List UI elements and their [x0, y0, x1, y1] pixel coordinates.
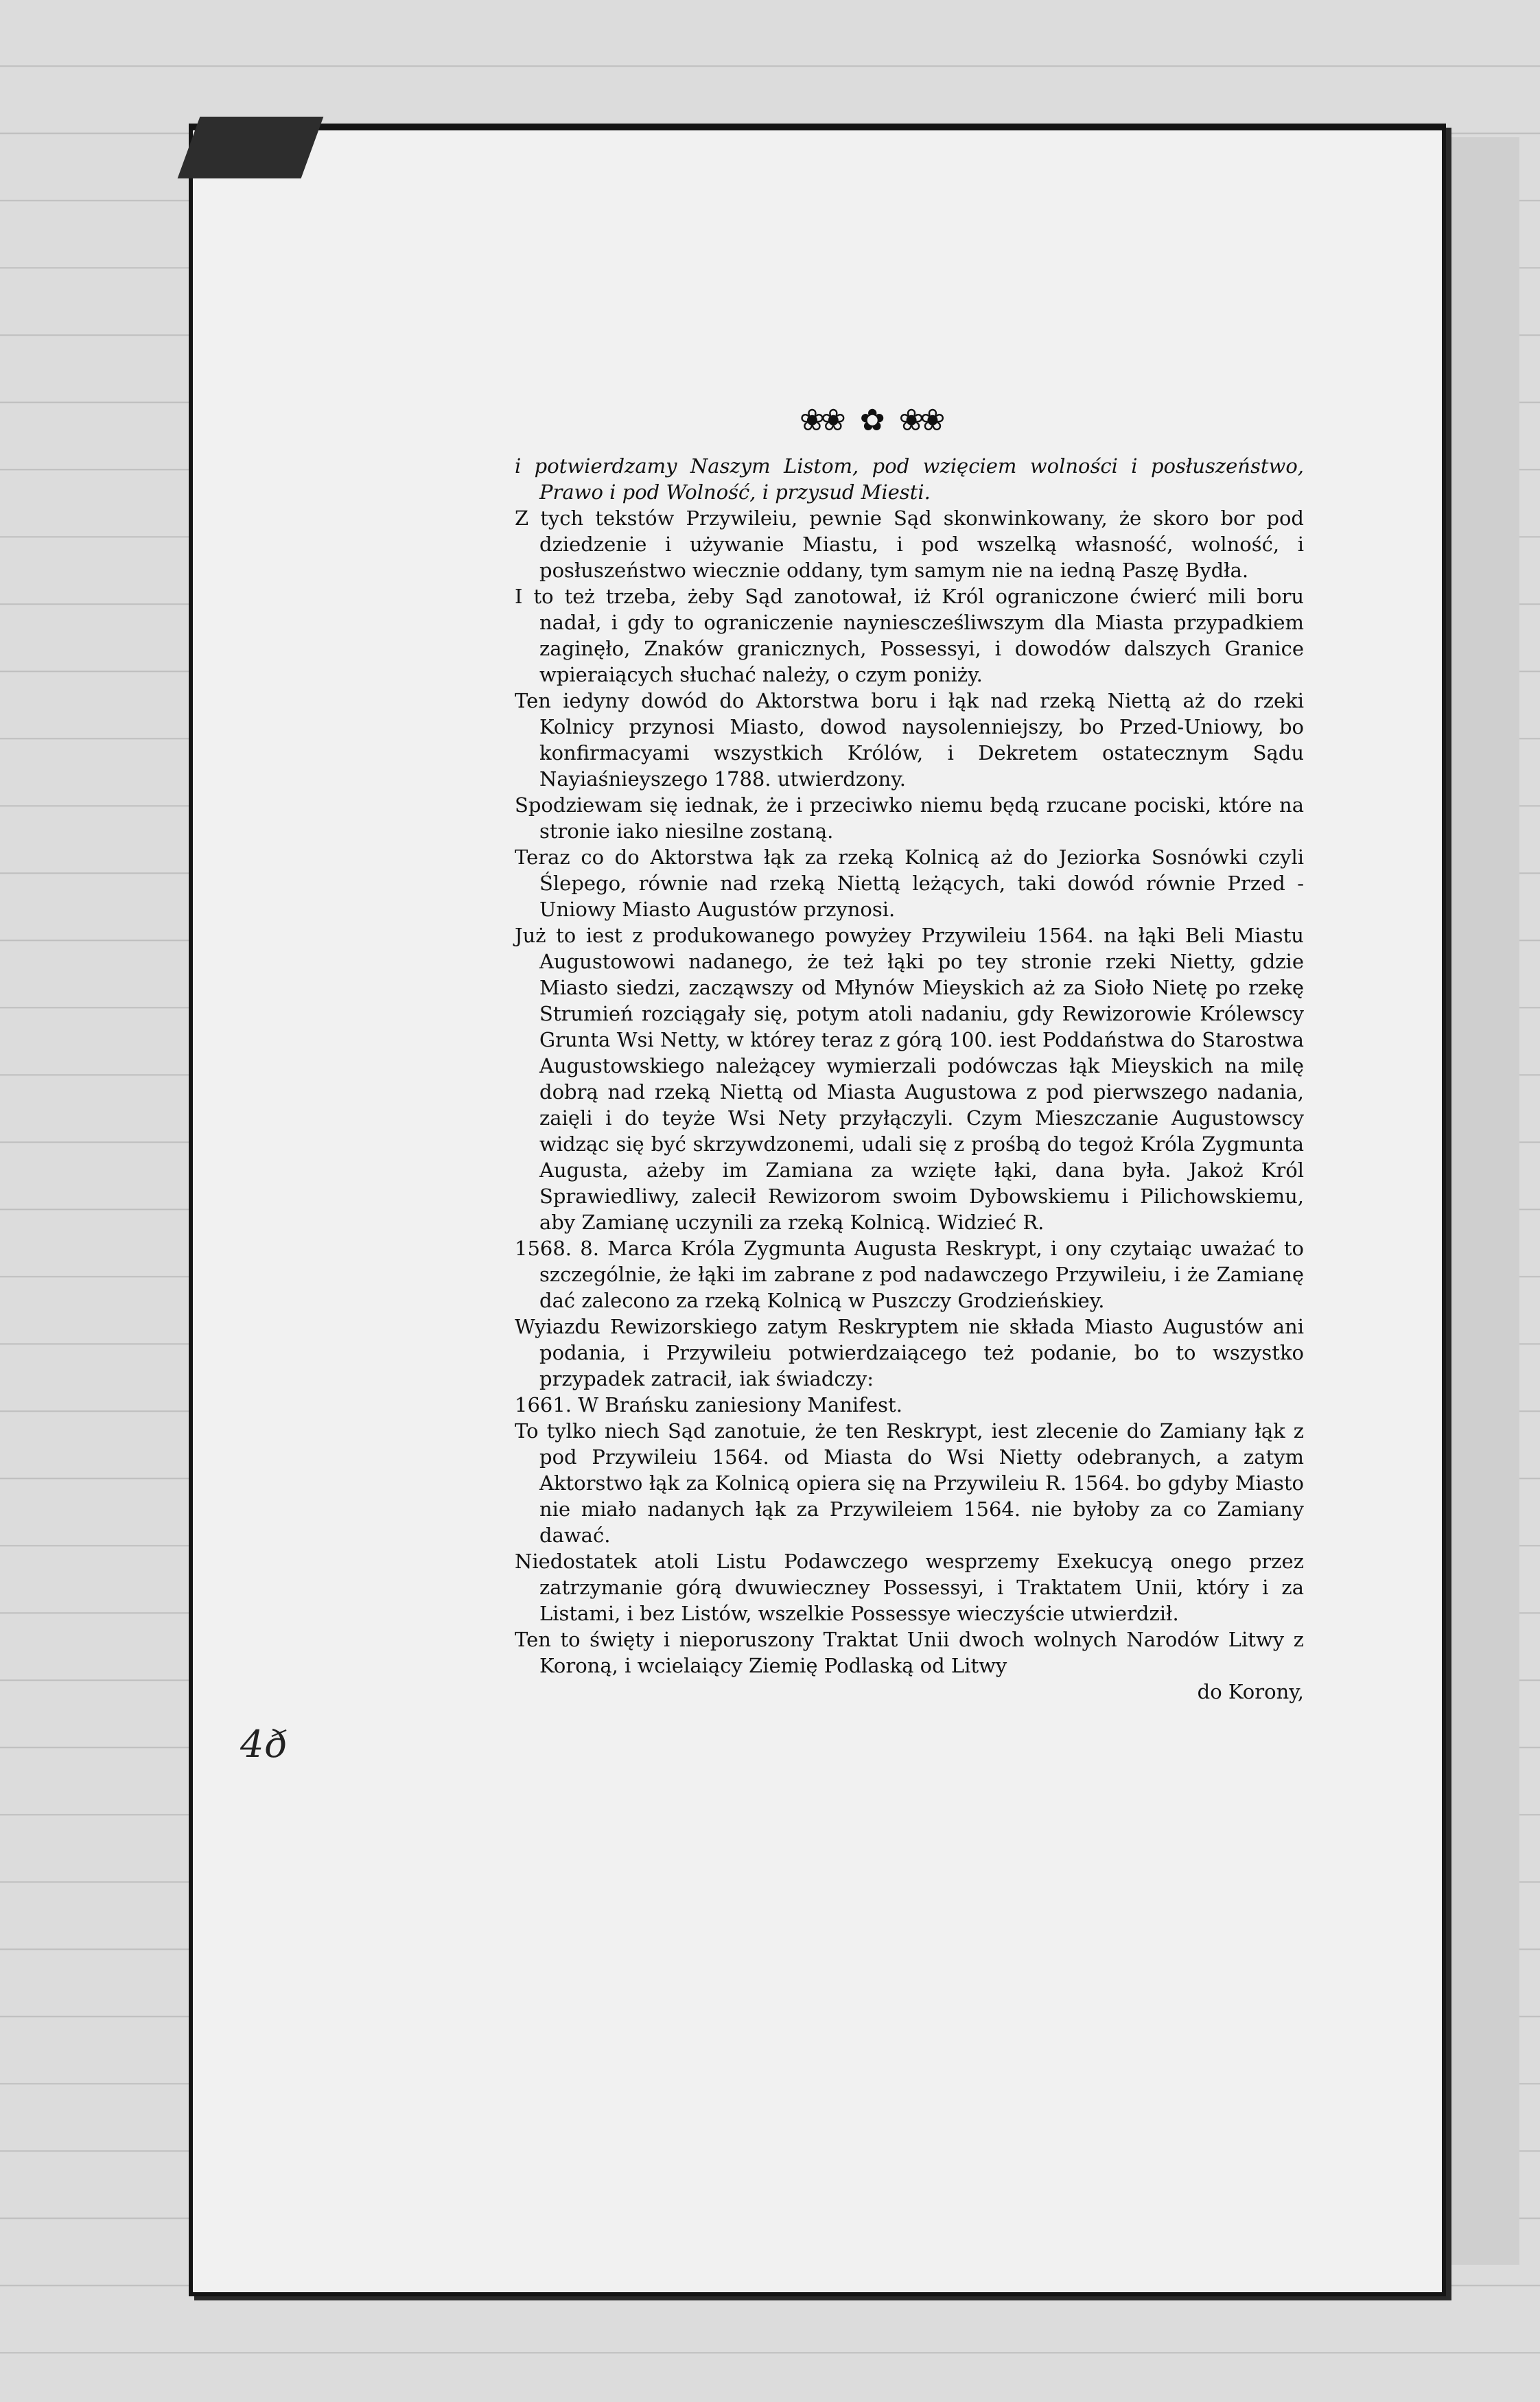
- torn-page-corner: [178, 117, 324, 178]
- paragraph: Już to iest z produkowanego powyżey Przywileiu 1564. na łąki Beli Miastu Augustowowi nadanego, że też łąki po tey stronie rzeki Nietty, gdzie Miasto siedzi, zacząwszy od Młynów Mieyskich aż za Sioło Nietę po rzekę Strumień rozciągały się, potym atoli nadaniu, gdy Rewizorowie Królewscy Grunta Wsi Netty, w którey teraz z górą 100. iest Poddaństwa do Starostwa Augustowskiego należącey wymierzali podówczas łąk Mieyskich na milę dobrą nad rzeką Niettą od Miasta Augustowa z pod pierwszego nadania, zaięli i do teyże Wsi Nety przyłączyli. Czym Mieszczanie Augustowscy widząc się być skrzywdzonemi, udali się z prośbą do tegoż Króla Zygmunta Augusta, ażeby im Zamiana za wzięte łąki, dana była. Jakoż Król Sprawiedliwy, zalecił Rewizorom swoim Dybowskiemu i Pilichowskiemu, aby Zamianę uczynili za rzeką Kolnicą. Widzieć R.: [515, 924, 1304, 1234]
- paragraph: Ten iedyny dowód do Aktorstwa boru i łąk nad rzeką Niettą aż do rzeki Kolnicy przynosi Miasto, dowod naysolenniejszy, bo Przed-Uniowy, bo konfirmacyami wszystkich Królów, i Dekretem ostatecznym Sądu Nayiaśnieyszego 1788. utwierdzony.: [515, 689, 1304, 791]
- paragraph: 1661. W Brańsku zaniesiony Manifest.: [515, 1393, 902, 1416]
- paragraph: Spodziewam się iednak, że i przeciwko niemu będą rzucane pociski, które na stronie iako niesilne zostaną.: [515, 793, 1304, 843]
- paragraph: Wyiazdu Rewizorskiego zatym Reskryptem nie składa Miasto Augustów ani podania, i Przywileiu potwierdzaiącego też podanie, bo to wszystko przypadek zatracił, iak świadczy:: [515, 1315, 1304, 1390]
- paragraph: Teraz co do Aktorstwa łąk za rzeką Kolnicą aż do Jeziorka Sosnówki czyli Ślepego, równie nad rzeką Niettą leżących, taki dowód równie Przed - Uniowy Miasto Augustów przynosi.: [515, 846, 1304, 921]
- paragraph: Niedostatek atoli Listu Podawczego wesprzemy Exekucyą onego przez zatrzymanie górą dwuwieczney Possessyi, i Traktatem Unii, który i za Listami, i bez Listów, wszelkie Possessye wieczyście utwierdził.: [515, 1550, 1304, 1625]
- handwritten-mark: 4ð: [240, 1723, 289, 1766]
- document-body: [515, 453, 1304, 1705]
- paragraph: 1568. 8. Marca Króla Zygmunta Augusta Reskrypt, i ony czytaiąc uważać to szczególnie, że łąki im zabrane z pod nadawczego Przywileiu, i że Zamianę dać zalecono za rzeką Kolnicą w Puszczy Grodzieńskiey.: [515, 1237, 1304, 1312]
- paragraph: To tylko niech Sąd zanotuie, że ten Reskrypt, iest zlecenie do Zamiany łąk z pod Przywileiu 1564. od Miasta do Wsi Nietty odebranych, a zatym Aktorstwo łąk za Kolnicą opiera się na Przywileiu R. 1564. bo gdyby Miasto nie miało nadanych łąk za Przywileiem 1564. nie byłoby za co Zamiany dawać.: [515, 1419, 1304, 1547]
- paragraph: i potwierdzamy Naszym Listom, pod wzięciem wolności i posłuszeństwo, Prawo i pod Wolność, i przysud Miesti.: [515, 454, 1304, 504]
- ornament-glyph-center: ✿: [859, 403, 881, 438]
- printer-ornament: [800, 401, 1026, 439]
- paragraph: Ten to święty i nieporuszony Traktat Unii dwoch wolnych Narodów Litwy z Koroną, i wcielaiący Ziemię Podlaską od Litwy: [515, 1628, 1304, 1677]
- ornament-glyph-left: ❀❀: [800, 403, 842, 438]
- paragraph: I to też trzeba, żeby Sąd zanotował, iż Król ograniczone ćwierć mili boru nadał, i gdy to ograniczenie nayniescześliwszym dla Miasta przypadkiem zaginęło, Znaków granicznych, Possessyi, i dowodów dalszych Granice wpieraiących słuchać należy, o czym poniży.: [515, 585, 1304, 686]
- catchword: do Korony,: [1197, 1680, 1304, 1703]
- paragraph: Z tych tekstów Przywileiu, pewnie Sąd skonwinkowany, że skoro bor pod dziedzenie i używanie Miastu, i pod wszelką własność, wolność, i posłuszeństwo wiecznie oddany, tym samym nie na iedną Paszę Bydła.: [515, 506, 1304, 582]
- ornament-glyph-right: ❀❀: [898, 403, 942, 438]
